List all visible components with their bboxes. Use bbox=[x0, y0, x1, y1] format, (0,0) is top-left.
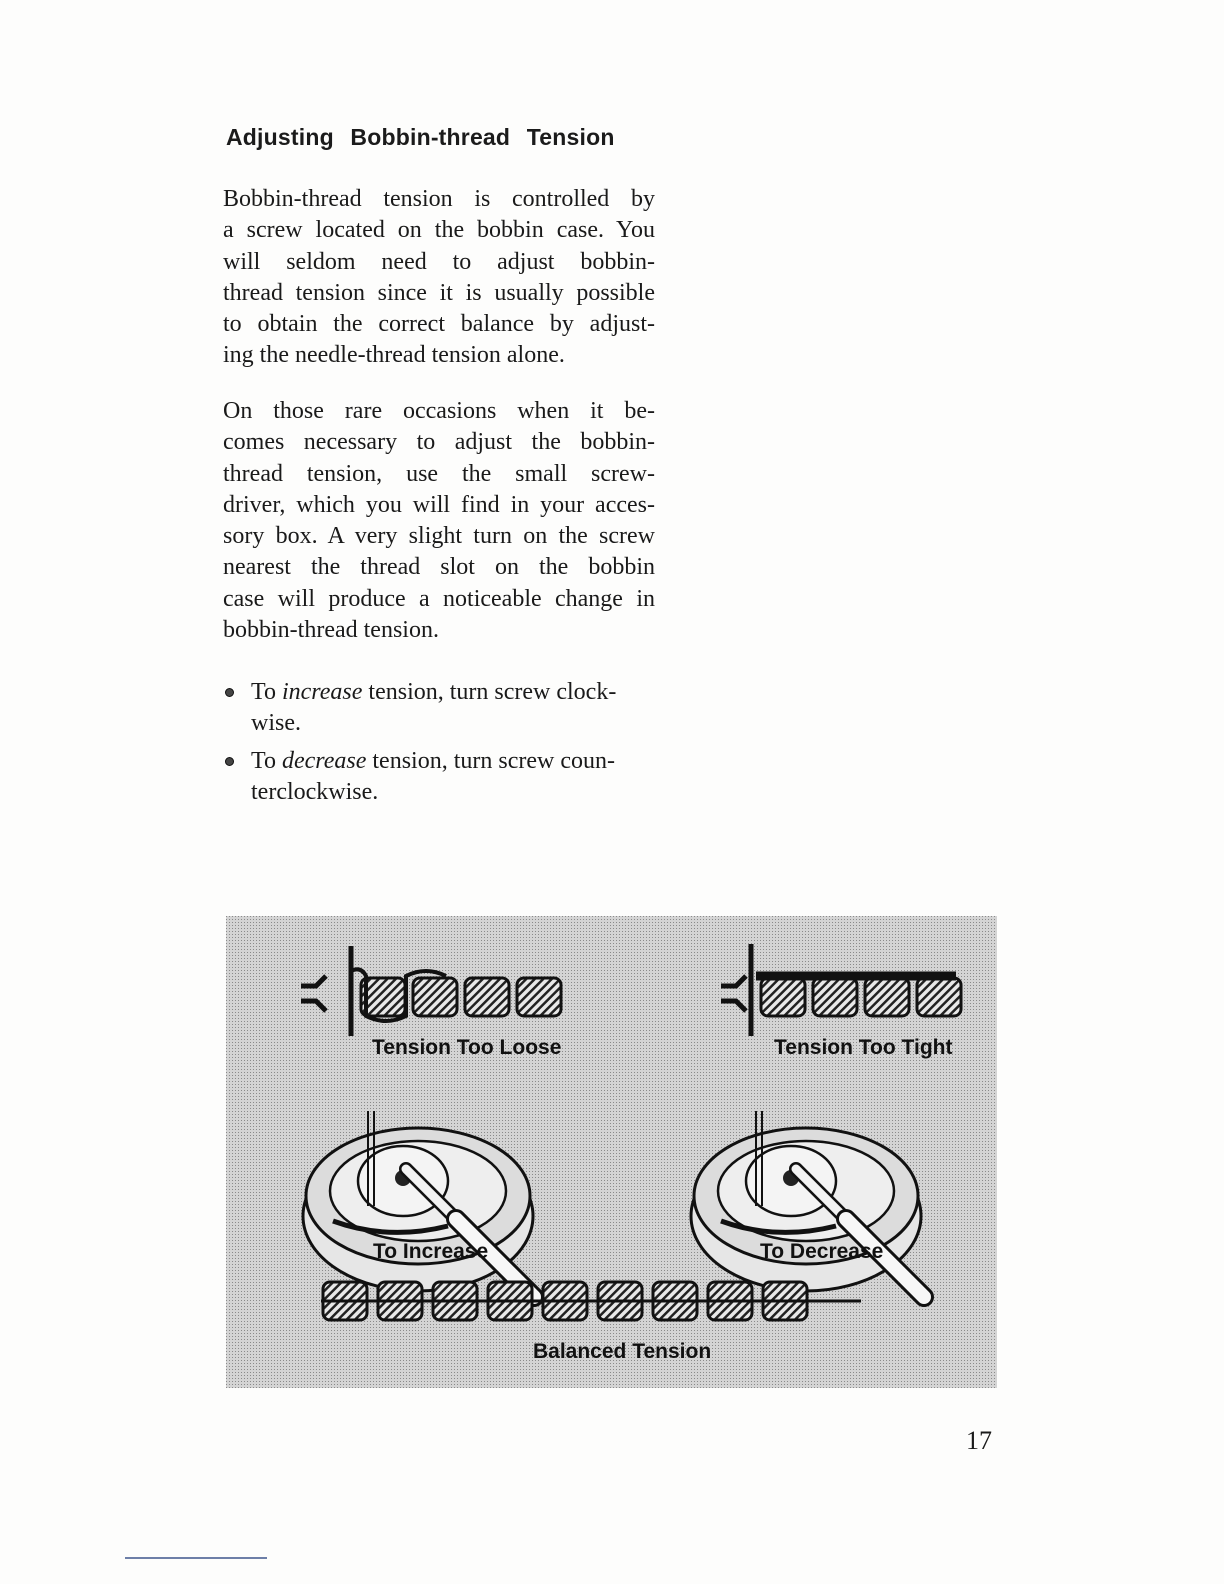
bullet-text: tension, turn screw clock- bbox=[362, 679, 617, 705]
bullet-list bbox=[223, 677, 663, 815]
text-line: to obtain the correct balance by adjust- bbox=[223, 311, 655, 338]
bullet-icon bbox=[225, 757, 234, 766]
tension-illustration bbox=[226, 916, 997, 1388]
bullet-prefix: To bbox=[251, 748, 282, 774]
bullet-decrease bbox=[223, 746, 663, 808]
paragraph-1 bbox=[223, 184, 655, 372]
text-line: ing the needle-thread tension alone. bbox=[223, 342, 565, 369]
label-tension-too-loose: Tension Too Loose bbox=[372, 1036, 562, 1059]
text-line: comes necessary to adjust the bobbin- bbox=[223, 429, 655, 456]
text-line: a screw located on the bobbin case. You bbox=[223, 217, 655, 244]
section-heading: Adjusting Bobbin-thread Tension bbox=[226, 124, 615, 150]
text-line: thread tension, use the small screw- bbox=[223, 460, 655, 487]
bullet-prefix: To bbox=[251, 679, 282, 705]
text-line: Bobbin-thread tension is controlled by bbox=[223, 186, 655, 212]
footer-rule bbox=[125, 1557, 267, 1559]
bullet-emphasis: increase bbox=[281, 679, 363, 705]
text-line: thread tension since it is usually possible bbox=[223, 279, 655, 306]
text-line: sory box. A very slight turn on the screw bbox=[223, 523, 655, 550]
bullet-continuation: wise. bbox=[251, 710, 301, 736]
text-line: will seldom need to adjust bobbin- bbox=[223, 248, 655, 275]
paragraph-2 bbox=[223, 396, 655, 646]
label-balanced-tension: Balanced Tension bbox=[533, 1340, 712, 1363]
text-line: On those rare occasions when it be- bbox=[223, 398, 655, 424]
label-to-increase: To Increase bbox=[373, 1240, 489, 1263]
page-number: 17 bbox=[966, 1426, 992, 1455]
bullet-continuation: terclockwise. bbox=[251, 779, 379, 805]
label-tension-too-tight: Tension Too Tight bbox=[774, 1036, 953, 1059]
text-line: driver, which you will find in your acces- bbox=[223, 491, 655, 518]
text-line: nearest the thread slot on the bobbin bbox=[223, 554, 655, 581]
bullet-emphasis: decrease bbox=[281, 748, 367, 774]
text-line: bobbin-thread tension. bbox=[223, 617, 439, 644]
bullet-increase bbox=[223, 677, 663, 739]
bullet-text: tension, turn screw coun- bbox=[366, 748, 615, 774]
bullet-icon bbox=[225, 688, 234, 697]
label-to-decrease: To Decrease bbox=[760, 1240, 884, 1263]
text-line: case will produce a noticeable change in bbox=[223, 585, 655, 612]
